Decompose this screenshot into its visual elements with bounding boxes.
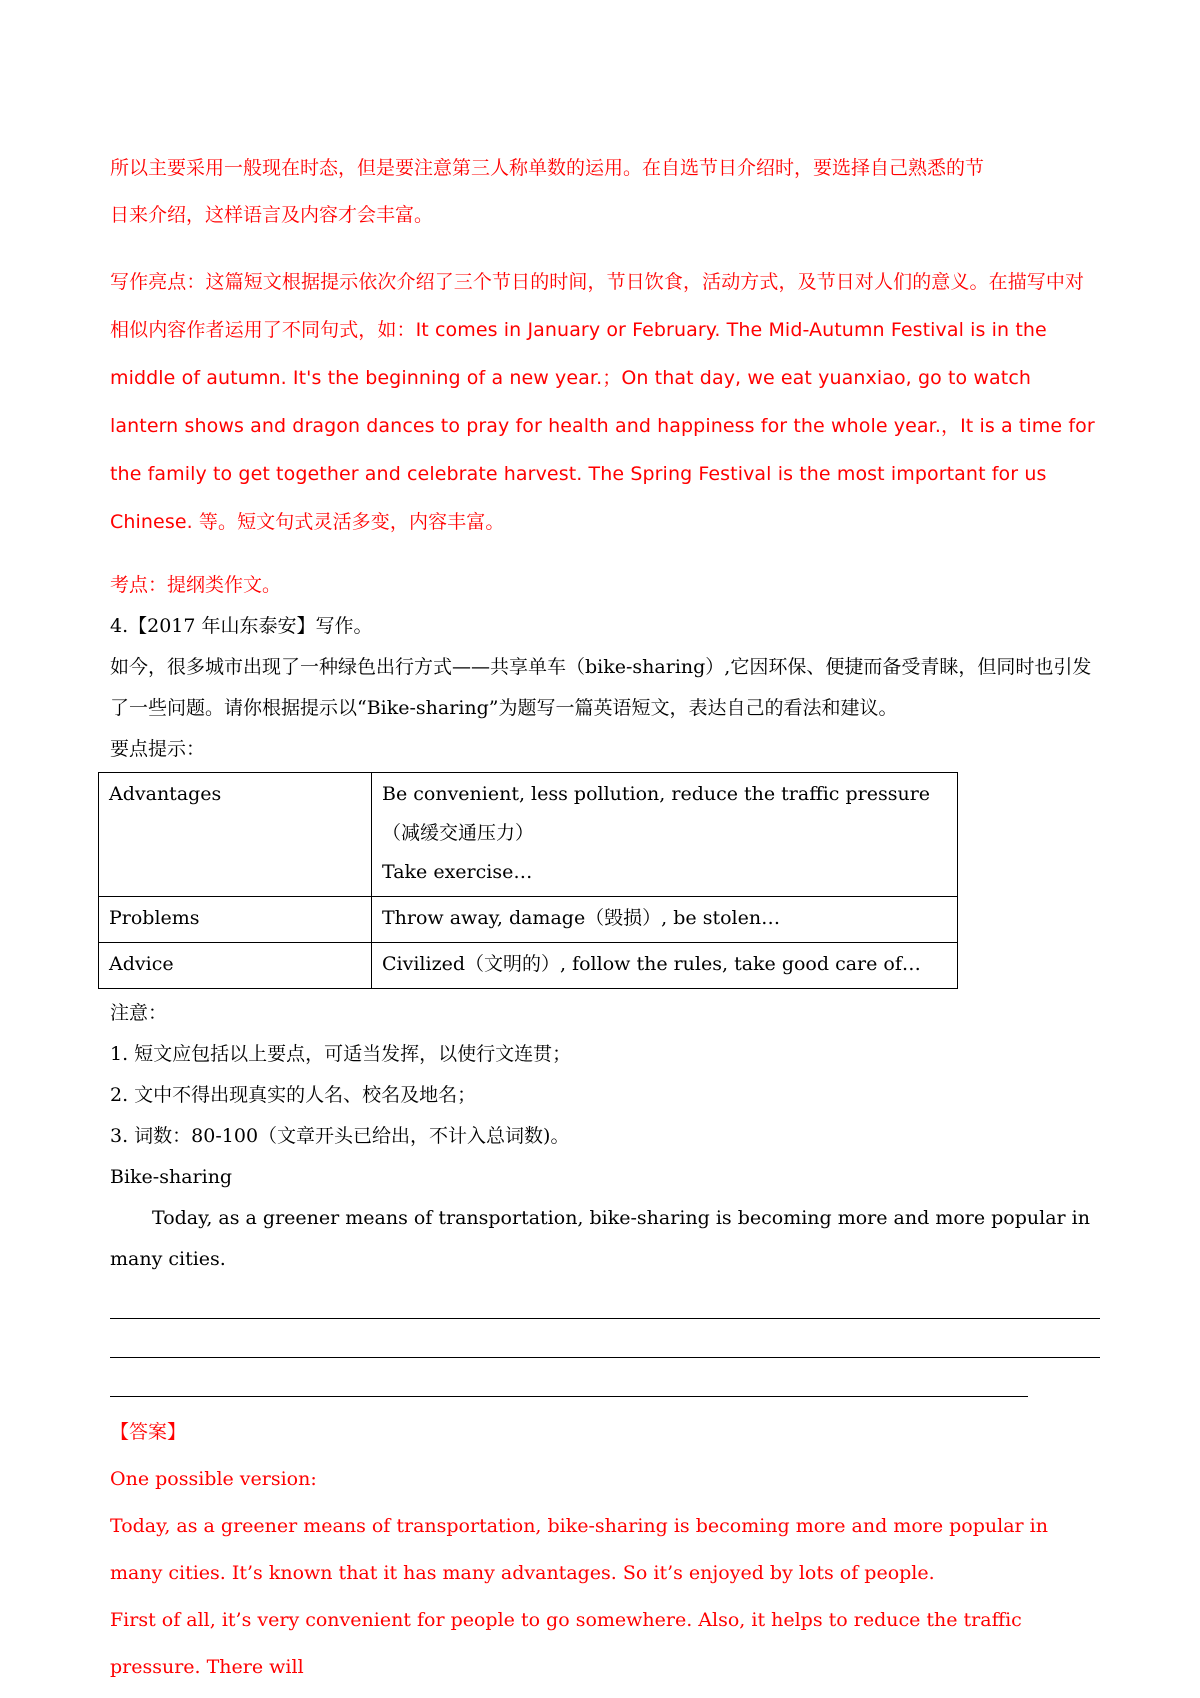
question-prompt: 如今，很多城市出现了一种绿色出行方式——共享单车（bike-sharing）,它因环保、便捷而备受青睐，但同时也引发了一些问题。请你根据提示以“Bike-sharing”为题写一篇英语短文，表达自己的看法和建议。: [110, 656, 1092, 719]
note-item: 3. 词数：80-100（文章开头已给出，不计入总词数)。: [110, 1125, 570, 1147]
answer-paragraph-1: Today, as a greener means of transportation, bike-sharing is becoming more and more popular in many cities. It’s known that it has many advantages. So it’s enjoyed by lots of people.: [110, 1515, 1048, 1584]
note-item: 2. 文中不得出现真实的人名、校名及地名；: [110, 1084, 477, 1106]
version-label: One possible version:: [110, 1468, 317, 1490]
essay-start: Today, as a greener means of transportation, bike-sharing is becoming more and more popular in many cities.: [110, 1207, 1090, 1270]
answer-blank-line: [110, 1280, 1100, 1319]
essay-title: Bike-sharing: [110, 1166, 233, 1188]
table-cell-key: Advice: [99, 943, 372, 989]
analysis-line-1: 所以主要采用一般现在时态，但是要注意第三人称单数的运用。在自选节日介绍时，要选择自己熟悉的节: [110, 157, 985, 179]
answer-label: 【答案】: [110, 1421, 187, 1443]
table-cell-key: Problems: [99, 897, 372, 943]
table-cell-line: Throw away, damage（毁损）, be stolen…: [382, 907, 781, 929]
note-item: 1. 短文应包括以上要点，可适当发挥，以使行文连贯；: [110, 1043, 572, 1065]
table-cell-key: Advantages: [99, 773, 372, 897]
analysis-line-2: 日来介绍，这样语言及内容才会丰富。: [110, 204, 434, 226]
document-page: [110, 145, 1100, 1691]
notes-label: 注意：: [110, 1002, 168, 1024]
table-cell-line: Civilized（文明的）, follow the rules, take good care of…: [382, 953, 921, 975]
table-cell-line: Be convenient, less pollution, reduce the traffic pressure（减缓交通压力）: [382, 783, 931, 844]
answer-blank-line: [110, 1358, 1028, 1397]
table-row: [99, 897, 958, 943]
question-title: 4.【2017 年山东泰安】写作。: [110, 615, 373, 637]
table-row: [99, 773, 958, 897]
writing-highlight: 写作亮点：这篇短文根据提示依次介绍了三个节日的时间，节日饮食，活动方式，及节日对人们的意义。在描写中对相似内容作者运用了不同句式，如：It comes in January or February. The Mid-Autumn Festival is in the middle of autumn. It's the beginning of a new year.；On that day, we eat yuanxiao, go to watch lantern shows and dragon dances to pray for health and happiness for the whole year.，It is a time for the family to get together and celebrate harvest. The Spring Festival is the most important for us Chinese. 等。短文句式灵活多变，内容丰富。: [110, 271, 1095, 533]
table-row: [99, 943, 958, 989]
tips-table: [98, 772, 958, 989]
answer-paragraph-2: First of all, it’s very convenient for people to go somewhere. Also, it helps to reduce the traffic pressure. There will: [110, 1609, 1022, 1678]
table-cell-value: [372, 943, 958, 989]
table-cell-value: [372, 773, 958, 897]
kaodian-label: 考点：提纲类作文。: [110, 574, 282, 596]
tips-label: 要点提示：: [110, 738, 206, 760]
answer-blank-line: [110, 1319, 1100, 1358]
table-cell-value: [372, 897, 958, 943]
table-cell-line: Take exercise…: [382, 861, 533, 883]
